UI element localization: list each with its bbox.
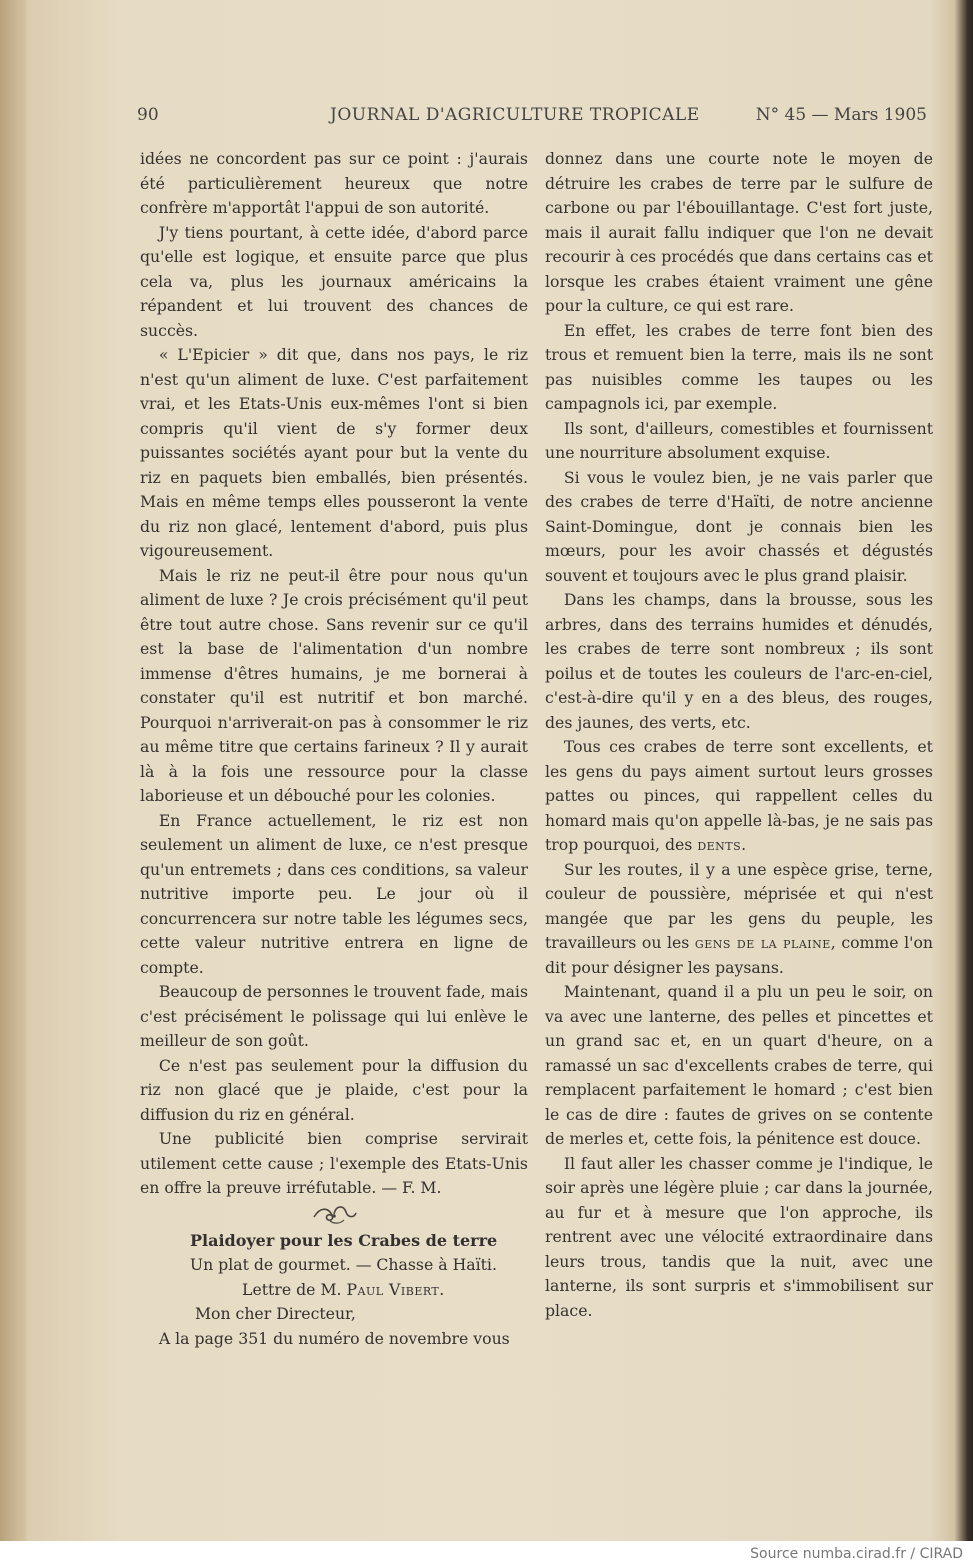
paragraph: Il faut aller les chasser comme je l'indique, le soir après une légère pluie ; car dans la journée, au fur et à mesure que l'on approche, ils rentrent avec une vélocité extraordinaire dans leurs trous, tandis que la nuit, avec une lanterne, ils sont surpris et s'immobilisent sur place. [545, 1153, 933, 1320]
salutation: Mon cher Directeur, [194, 1304, 356, 1323]
letter-opening: A la page 351 du numéro de novembre vous [158, 1328, 510, 1348]
letter-byline [140, 1278, 528, 1303]
running-header [137, 105, 927, 135]
left-column [140, 147, 528, 1351]
paragraph: Mais le riz ne peut-il être pour nous qu'un aliment de luxe ? Je crois précisément qu'il peut être tout autre chose. Sans revenir sur ce qu'il est la base de l'alimentation d'un nombre immense d'êtres humains, je me bornerai à constater qu'il est nutritif et bon marché. Pourquoi n'arriverait-on pas à consommer le riz au même titre que certains farineux ? Il y aurait là à la fois une ressource pour la classe laborieuse et un débouché pour les colonies. [140, 565, 528, 805]
paragraph [545, 858, 933, 981]
paragraph: Beaucoup de personnes le trouvent fade, mais c'est précisément le polissage qui lui enlève le meilleur de son goût. [140, 982, 528, 1050]
page-right-edge [955, 0, 973, 1541]
fleuron-ornament-icon [140, 1203, 528, 1229]
article-subtitle: Un plat de gourmet. — Chasse à Haïti. [189, 1255, 497, 1274]
paragraph: Ce n'est pas seulement pour la diffusion du riz non glacé que je plaide, c'est pour la diffusion du riz en général. [140, 1055, 528, 1124]
emphasis-caps: gens de la plaine [694, 933, 831, 952]
paragraph: Ils sont, d'ailleurs, comestibles et fournissent une nourriture absolument exquise. [545, 418, 933, 462]
article-title: Plaidoyer pour les Crabes de terre [189, 1230, 498, 1250]
author-name: Paul Vibert. [346, 1279, 445, 1299]
letter-intro: Lettre de M. [242, 1279, 342, 1299]
paragraph-text: Tous ces crabes de terre sont excellents, et les gens du pays aiment surtout leurs grosses pattes ou pinces, qui rappellent celles du homard mais qu'on appelle là-bas, je ne sais pas trop pourquoi, des [545, 737, 933, 854]
paragraph: J'y tiens pourtant, à cette idée, d'abord parce qu'elle est logique, et ensuite parce que plus cela va, plus les journaux américains la répandent et lui trouvent des chances de succès. [140, 222, 528, 340]
paragraph: Si vous le voulez bien, je ne vais parler que des crabes de terre d'Haïti, de notre ancienne Saint-Domingue, dont je connais bien les mœurs, pour les avoir chassés et dégustés souvent et toujours avec le plus grand plaisir. [545, 467, 933, 585]
journal-title: JOURNAL D'AGRICULTURE TROPICALE [330, 105, 700, 125]
paragraph: En France actuellement, le riz est non seulement un aliment de luxe, ce n'est presque qu'un entremets ; dans ces conditions, sa valeur nutritive importe peu. Le jour où il concurrencera sur notre table les légumes secs, cette valeur nutritive entrera en ligne de compte. [140, 810, 528, 977]
page-number: 90 [137, 105, 159, 125]
paragraph: « L'Epicier » dit que, dans nos pays, le riz n'est qu'un aliment de luxe. C'est parfaitement vrai, et les Etats-Unis eux-mêmes l'ont si bien compris qu'il vient de s'y former deux puissantes sociétés ayant pour but la vente du riz en paquets bien emballés, bien présentés. Mais en même temps elles pousseront la vente du riz non glacé, lentement d'abord, puis plus vigoureusement. [140, 345, 528, 560]
issue-info: N° 45 — Mars 1905 [755, 105, 927, 125]
paragraph: Maintenant, quand il a plu un peu le soir, on va avec une lanterne, des pelles et pincettes et un grand sac et, en un quart d'heure, on a ramassé un sac d'excellents crabes de terre, qui remplacent parfaitement le homard ; c'est bien le cas de dire : fautes de grives on se contente de merles et, cette fois, la pénitence est douce. [545, 982, 933, 1148]
paragraph: idées ne concordent pas sur ce point : j'aurais été particulièrement heureux que notre confrère m'apportât l'appui de son autorité. [140, 149, 528, 217]
source-credit: Source numba.cirad.fr / CIRAD [750, 1546, 963, 1562]
paragraph: Une publicité bien comprise servirait utilement cette cause ; l'exemple des Etats-Unis en offre la preuve irréfutable. — F. M. [140, 1129, 528, 1197]
page-left-edge [0, 0, 26, 1541]
paragraph-text: Sur les routes, il y a une espèce grise, terne, couleur de poussière, méprisée et qui n'est mangée que par les gens du peuple, les travailleurs ou les [545, 859, 933, 952]
paragraph-text: , comme l'on dit pour désigner les paysans. [545, 933, 934, 977]
paragraph: En effet, les crabes de terre font bien des trous et remuent bien la terre, mais ils ne sont pas nuisibles comme les taupes ou les campagnols ici, par exemple. [545, 320, 933, 413]
paragraph: Dans les champs, dans la brousse, sous les arbres, dans des terrains humides et dénudés, les crabes de terre sont nombreux ; ils sont poilus et de toutes les couleurs de l'arc-en-ciel, c'est-à-dire qu'il y en a des bleus, des rouges, des jaunes, des verts, etc. [545, 590, 933, 732]
paragraph [545, 735, 933, 858]
paragraph: donnez dans une courte note le moyen de détruire les crabes de terre par le sulfure de carbone ou par l'ébouillantage. C'est fort juste, mais il aurait fallu indiquer que l'on ne devait recourir à ces procédés que dans certains cas et lorsque les crabes étaient vraiment une gêne pour la culture, ce qui est rare. [545, 149, 933, 315]
emphasis-caps: dents. [697, 835, 747, 854]
right-column [545, 147, 933, 1323]
